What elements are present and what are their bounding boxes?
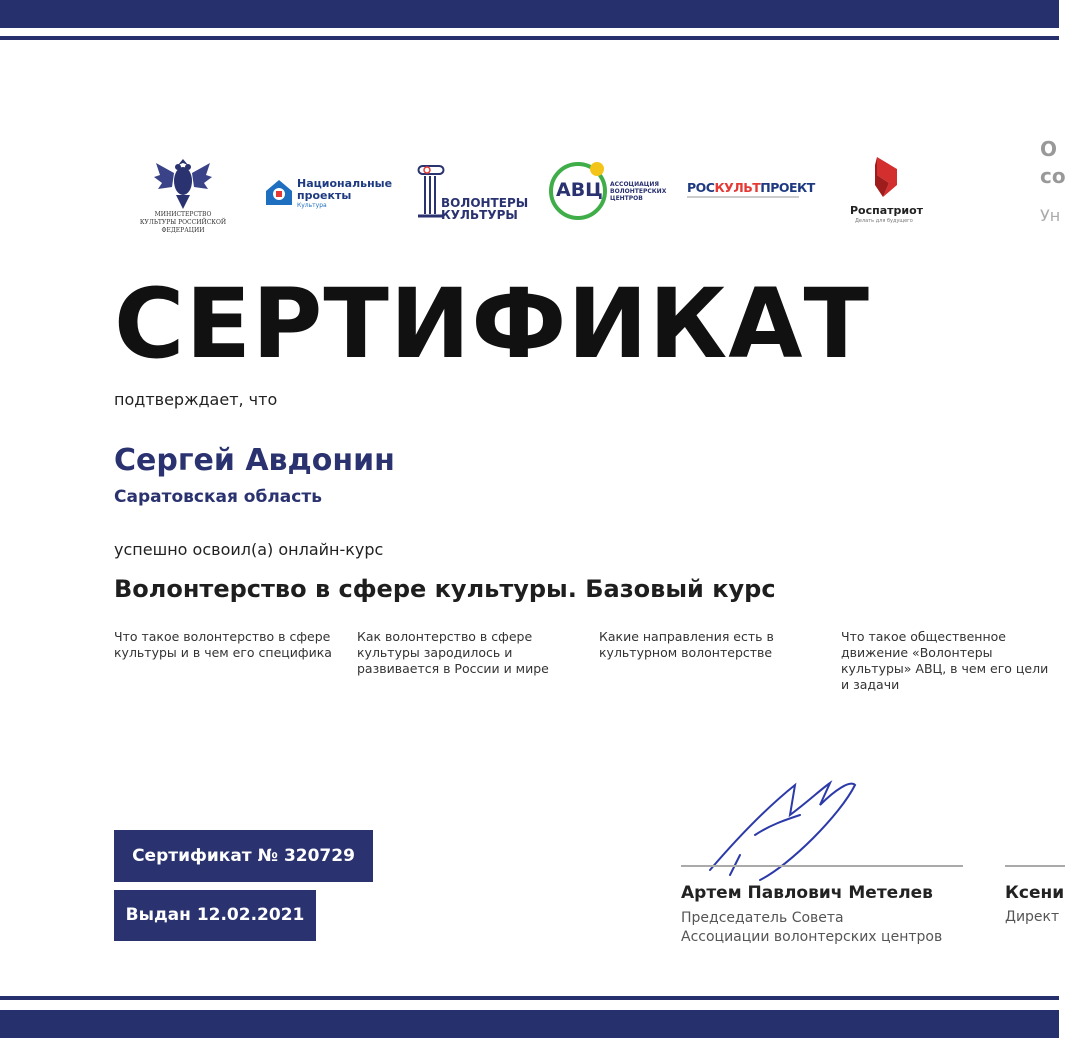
topic-item: Что такое общественное движение «Волонтеры культуры» АВЦ, в чем его цели и задачи (841, 629, 1049, 692)
topic-item: Как волонтерство в сфере культуры зародилось и развивается в России и мире (357, 629, 549, 676)
national-projects-line1: Национальные (297, 177, 393, 190)
certificate-number-badge: Сертификат № 320729 (114, 830, 373, 882)
confirms-text: подтверждает, что (114, 390, 278, 409)
bottom-band (0, 1010, 1059, 1038)
cut-text-line1: О (1040, 137, 1058, 161)
signer-name: Артем Павлович Метелев (681, 883, 933, 903)
roskultproekt-logo (687, 180, 815, 204)
signer2-name: Ксени (1005, 883, 1065, 903)
signature-line-2 (1005, 865, 1065, 867)
roskult-subline (687, 196, 799, 198)
signer2-role: Директ (1005, 909, 1060, 925)
ministry-logo (138, 155, 228, 234)
avc-text: АССОЦИАЦИЯ ВОЛОНТЕРСКИХ ЦЕНТРОВ (610, 181, 667, 202)
volunteers-top: ВОЛОНТЕРЫ (441, 196, 529, 210)
signer-role (681, 909, 942, 947)
national-projects-logo (264, 175, 393, 215)
signer-role-line2: Ассоциации волонтерских центров (681, 929, 943, 945)
rospatriot-sub: Делать для будущего (855, 218, 913, 224)
rospatriot-logo (849, 155, 929, 227)
issue-date-badge: Выдан 12.02.2021 (114, 890, 316, 941)
national-projects-sub: Культура (297, 202, 327, 209)
avc-logo (547, 160, 667, 222)
topic-item: Какие направления есть в культурном волонтерстве (599, 629, 774, 660)
top-line (0, 36, 1059, 40)
national-projects-line2: проекты (297, 189, 352, 202)
topic-item: Что такое волонтерство в сфере культуры и в чем его специфика (114, 629, 332, 660)
avc-mark: АВЦ (556, 179, 603, 201)
recipient-name: Сергей Авдонин (114, 443, 395, 478)
ministry-caption: МИНИСТЕРСТВО КУЛЬТУРЫ РОССИЙСКОЙ ФЕДЕРАЦИИ (139, 211, 227, 234)
roskult-wordmark (687, 180, 815, 195)
house-icon (264, 177, 294, 207)
cut-text-line3: Ун (1040, 206, 1061, 225)
certificate-title: СЕРТИФИКАТ (114, 268, 871, 380)
roskult-part-b: КУЛЬТ (714, 180, 761, 195)
volunteers-culture-logo (413, 160, 529, 222)
top-band (0, 0, 1059, 28)
cut-text-line2: со (1040, 164, 1066, 188)
signer-role-line1: Председатель Совета (681, 910, 844, 926)
recipient-region: Саратовская область (114, 487, 322, 507)
passed-text: успешно освоил(а) онлайн-курс (114, 540, 384, 559)
roskult-part-a: РОС (687, 180, 715, 195)
bottom-line (0, 996, 1059, 1000)
signature-line (681, 865, 963, 867)
signature-icon (700, 775, 880, 885)
course-title: Волонтерство в сфере культуры. Базовый курс (114, 575, 776, 603)
volunteers-bottom: КУЛЬТУРЫ (441, 208, 518, 222)
roskult-part-c: ПРОЕКТ (760, 180, 815, 195)
eagle-emblem-icon (138, 155, 228, 211)
rospatriot-ribbon-icon (867, 155, 907, 201)
rospatriot-label: Роспатриот (850, 204, 924, 217)
